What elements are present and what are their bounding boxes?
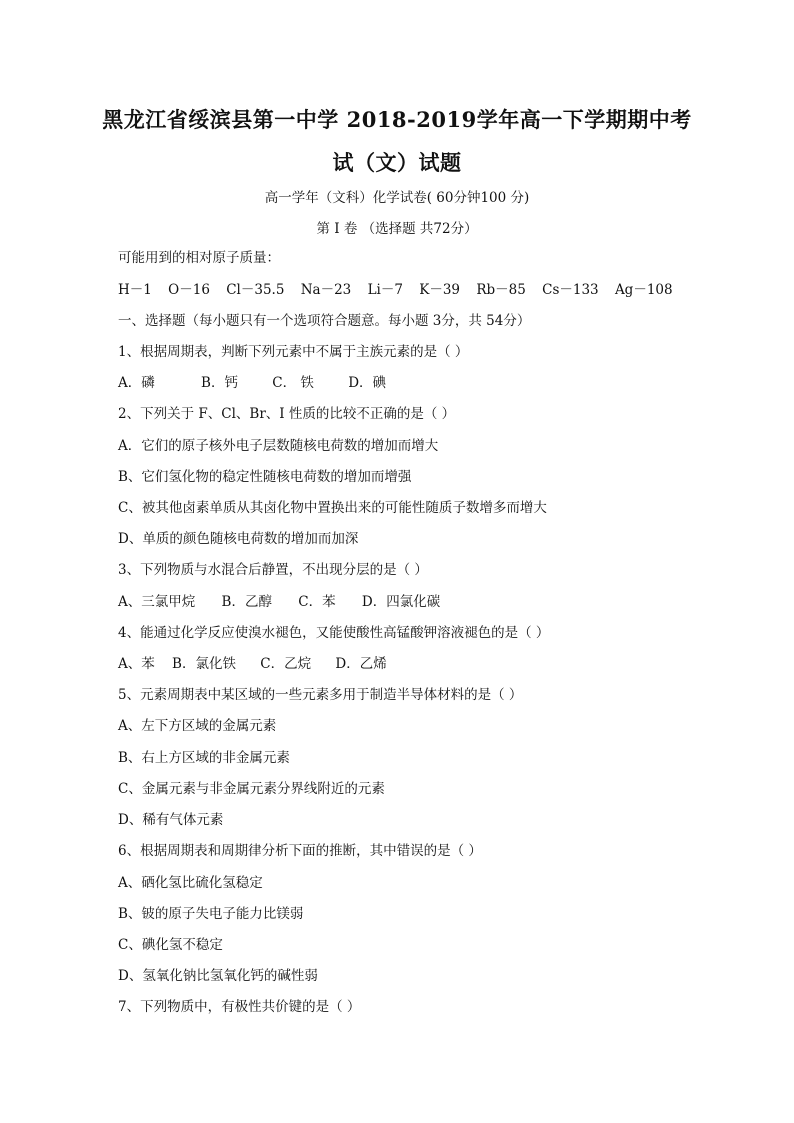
question-5-option-c: C、金属元素与非金属元素分界线附近的元素 bbox=[118, 781, 385, 797]
atomic-mass-item: H－1 bbox=[118, 282, 152, 298]
question-6-option-a: A、硒化氢比硫化氢稳定 bbox=[118, 875, 263, 891]
question-2-option-a: A．它们的原子核外电子层数随核电荷数的增加而增大 bbox=[118, 438, 439, 454]
page-title-line2: 试（文）试题 bbox=[332, 150, 462, 175]
question-2-option-d: D、单质的颜色随核电荷数的增加而加深 bbox=[118, 531, 359, 547]
question-6-stem: 6、根据周期表和周期律分析下面的推断，其中错误的是（ ） bbox=[118, 843, 482, 859]
option-c: C． 铁 bbox=[272, 375, 314, 391]
question-6-option-c: C、碘化氢不稳定 bbox=[118, 937, 223, 953]
atomic-mass-item: Ag－108 bbox=[614, 282, 673, 298]
question-4-stem: 4、能通过化学反应使溴水褪色，又能使酸性高锰酸钾溶液褪色的是（ ） bbox=[118, 625, 550, 641]
question-7-stem: 7、下列物质中，有极性共价键的是（ ） bbox=[118, 999, 361, 1015]
option-c: C．苯 bbox=[298, 594, 336, 610]
option-b: B．氯化铁 bbox=[172, 656, 236, 672]
atomic-mass-item: K－39 bbox=[419, 282, 461, 298]
option-a: A、苯 bbox=[118, 656, 155, 672]
exam-info: 高一学年（文科）化学试卷( 60分钟100 分) bbox=[264, 190, 530, 206]
question-2-option-b: B、它们氢化物的稳定性随核电荷数的增加而增强 bbox=[118, 469, 412, 485]
question-5-option-d: D、稀有气体元素 bbox=[118, 812, 224, 828]
option-d: D．乙烯 bbox=[335, 656, 387, 672]
atomic-mass-item: Li－7 bbox=[367, 282, 403, 298]
question-3-stem: 3、下列物质与水混合后静置，不出现分层的是（ ） bbox=[118, 562, 428, 578]
option-b: B．乙醇 bbox=[221, 594, 272, 610]
question-1-options bbox=[118, 374, 386, 392]
atomic-mass-list bbox=[118, 281, 673, 299]
atomic-mass-item: O－16 bbox=[168, 282, 210, 298]
atomic-mass-item: Cl－35.5 bbox=[226, 282, 285, 298]
question-1-stem: 1、根据周期表，判断下列元素中不属于主族元素的是（ ） bbox=[118, 344, 469, 360]
option-c: C．乙烷 bbox=[260, 656, 312, 672]
section-heading: 一、选择题（每小题只有一个选项符合题意。每小题 3分，共 54分） bbox=[118, 313, 531, 329]
option-a: A、三氯甲烷 bbox=[118, 594, 196, 610]
page-title-line1: 黑龙江省绥滨县第一中学 2018-2019学年高一下学期期中考 bbox=[102, 107, 692, 132]
question-2-option-c: C、被其他卤素单质从其卤化物中置换出来的可能性随质子数增多而增大 bbox=[118, 500, 547, 516]
question-6-option-d: D、氢氧化钠比氢氧化钙的碱性弱 bbox=[118, 968, 318, 984]
atomic-mass-item: Na－23 bbox=[300, 282, 352, 298]
atomic-mass-label: 可能用到的相对原子质量： bbox=[118, 250, 280, 266]
question-5-option-b: B、右上方区域的非金属元素 bbox=[118, 750, 290, 766]
option-b: B．钙 bbox=[201, 375, 238, 391]
atomic-mass-item: Rb－85 bbox=[476, 282, 526, 298]
option-d: D．四氯化碳 bbox=[361, 594, 441, 610]
question-6-option-b: B、铍的原子失电子能力比镁弱 bbox=[118, 906, 304, 922]
question-4-options bbox=[118, 655, 387, 673]
question-5-stem: 5、元素周期表中某区域的一些元素多用于制造半导体材料的是（ ） bbox=[118, 687, 523, 703]
option-a: A．磷 bbox=[118, 375, 155, 391]
section-info: 第 I 卷 （选择题 共72分） bbox=[316, 221, 478, 237]
atomic-mass-item: Cs－133 bbox=[542, 282, 599, 298]
option-d: D．碘 bbox=[348, 375, 387, 391]
question-2-stem: 2、下列关于 F、Cl、Br、I 性质的比较不正确的是（ ） bbox=[118, 406, 456, 422]
question-3-options bbox=[118, 593, 440, 611]
question-5-option-a: A、左下方区域的金属元素 bbox=[118, 718, 277, 734]
